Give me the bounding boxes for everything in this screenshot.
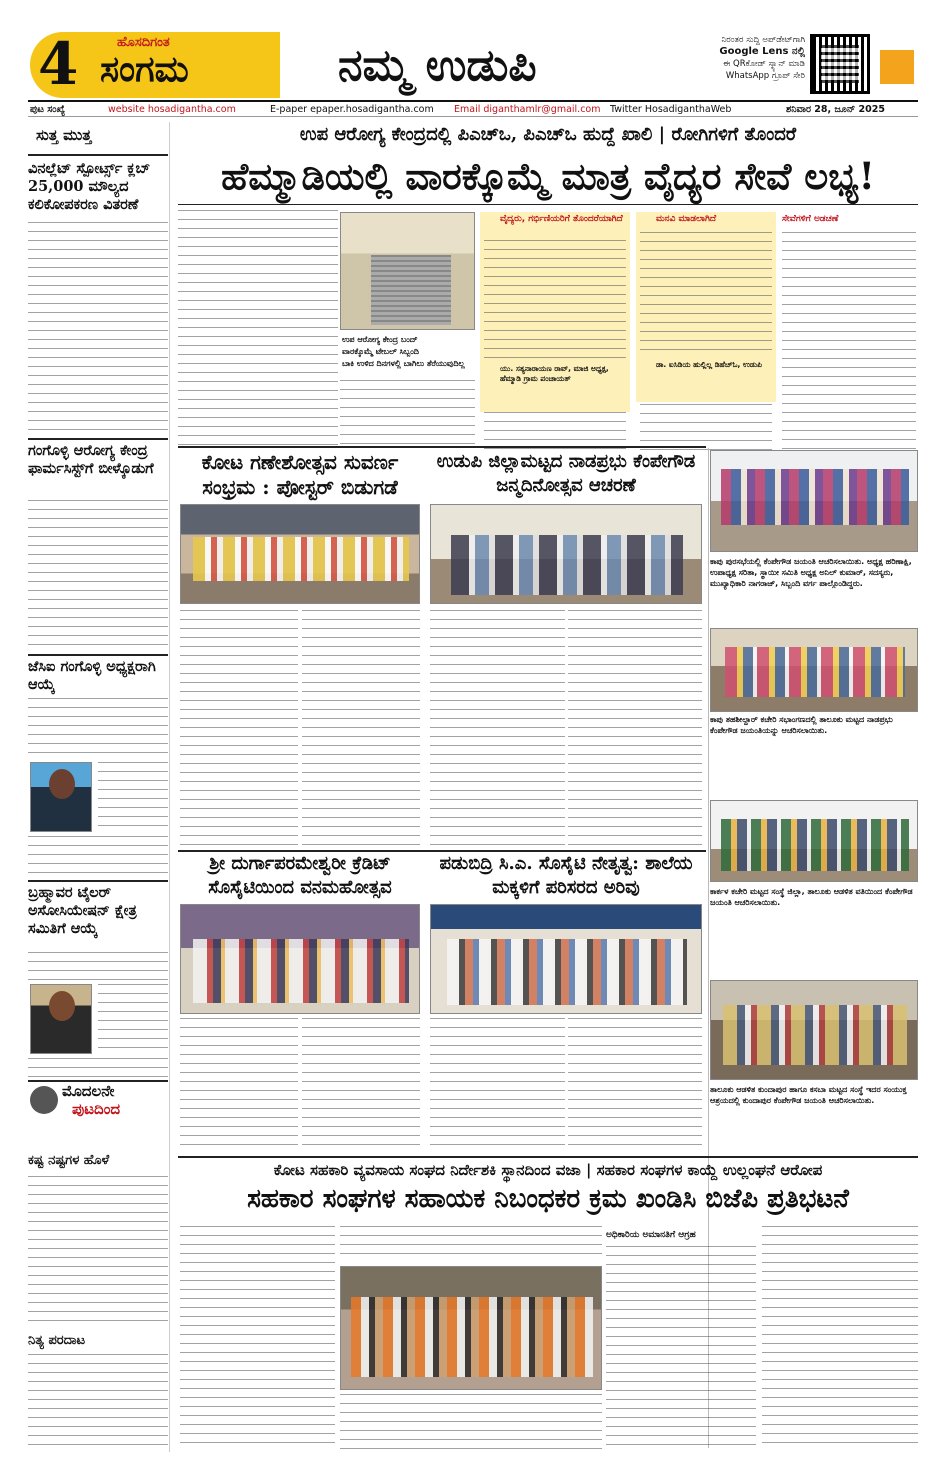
story-body xyxy=(28,1058,168,1078)
story-body xyxy=(180,1226,335,1450)
brand-small-logo: ಹೊಸದಿಗಂತ xyxy=(117,35,170,50)
info-line: WhatsApp ಗ್ರೂಪ್ ಸೇರಿ xyxy=(725,71,805,81)
page-label: ಪುಟ ಸಂಖ್ಯೆ xyxy=(30,104,66,115)
quote-signature: ಡಾ. ಐಸಿಡಿಯ ಹುಲ್ಲಿಲ್ಲ ಡಿಹೆಚ್‌ಓ, ಉಡುಪಿ xyxy=(656,360,762,369)
story-body xyxy=(340,1226,602,1262)
bullet-item: ಉಪ ಆರೋಗ್ಯ ಕೇಂದ್ರ ಬಂದ್ xyxy=(342,335,418,344)
section-title: ನಮ್ಮ ಉಡುಪಿ xyxy=(338,40,537,91)
info-line: Google Lens ನಲ್ಲಿ xyxy=(719,46,805,57)
story-body xyxy=(606,1246,756,1450)
story-body xyxy=(28,952,168,982)
sidebar-story-title: ಕಷ್ಟ ನಷ್ಟಗಳ ಹೊಳೆ xyxy=(28,1153,110,1168)
lead-body xyxy=(782,232,916,450)
story-body xyxy=(302,1018,420,1152)
info-line: ನಿರಂತರ ಸುದ್ದಿ ಅಪ್‌ಡೇಟ್‌ಗಾಗಿ xyxy=(721,35,805,45)
info-line: ಈ QRಕೋಡ್ ಸ್ಕ್ಯಾನ್ ಮಾಡಿ xyxy=(722,59,805,69)
story-body xyxy=(28,500,168,650)
quote-signature: ಯು. ಸತ್ಯನಾರಾಯಣ ರಾವ್, ಮಾಜಿ ಅಧ್ಯಕ್ಷ, ಹೆಮ್ಮಾಡಿ ಗ್ರಾಮ ಪಂಚಾಯತ್ xyxy=(500,364,609,383)
photo-caption: ಕಾಪು ತಹಶೀಲ್ದಾರ್ ಕಚೇರಿ ಸಭಾಂಗಣದಲ್ಲಿ ತಾಲೂಕು ಮಟ್ಟದ ನಾಡಪ್ರಭು ಕೆಂಪೇಗೌಡ ಜಯಂತಿಯನ್ನು ಆಚರಿಸಲಾಯಿತು. xyxy=(710,715,893,735)
divider xyxy=(178,446,706,448)
photo-caption: ಕಾರ್ಕಳ ಕಚೇರಿ ಮಟ್ಟದ ಸಂಸ್ಥೆ ಜಿಲ್ಲಾ, ತಾಲೂಕು ಆಡಳಿತ ವತಿಯಿಂದ ಕೆಂಪೇಗೌಡ ಜಯಂತಿ ಆಚರಿಸಲಾಯಿತು. xyxy=(710,887,913,907)
story-body xyxy=(340,1394,602,1450)
story-headline: ಕೋಟ ಗಣೇಶೋತ್ಸವ ಸುವರ್ಣ ಸಂಭ್ರಮ : ಪೋಸ್ಟರ್ ಬಿಡುಗಡೆ xyxy=(201,450,399,499)
story-body xyxy=(302,610,420,845)
epaper-link[interactable]: E-paper epaper.hosadigantha.com xyxy=(270,104,434,115)
event-photo xyxy=(430,904,702,1014)
story-body xyxy=(28,698,168,758)
story-body xyxy=(180,1018,298,1152)
date-label: ಶನಿವಾರ 28, ಜೂನ್ 2025 xyxy=(786,104,885,115)
qr-code-icon[interactable] xyxy=(810,34,870,94)
event-photo xyxy=(180,904,420,1014)
event-photo xyxy=(180,504,420,604)
health-centre-photo xyxy=(340,212,475,330)
sidebar-header: ಸುತ್ತ ಮುತ್ತ xyxy=(36,126,92,144)
lead-body xyxy=(484,412,626,450)
lead-body xyxy=(178,210,338,450)
info-bar xyxy=(28,100,918,117)
story-body xyxy=(180,610,298,845)
photo-caption: ಕಾಪು ಪುರಸಭೆಯಲ್ಲಿ ಕೆಂಪೇಗೌಡ ಜಯಂತಿ ಆಚರಿಸಲಾಯಿತು. ಅಧ್ಯಕ್ಷ ಹರಿಣಾಕ್ಷಿ, ಉಪಾಧ್ಯಕ್ಷ ಸರಿತಾ, ಸ್ಥಾಯೀ ಸಮಿತಿ ಅಧ್ಯಕ್ಷ ಅನಿಲ್ ಕುಮಾರ್, ಸದಸ್ಯರು, ಮುಖ್ಯಾಧಿಕಾರಿ ನಾಗರಾಜ್, ಸಿಬ್ಬಂದಿ ವರ್ಗ ಪಾಲ್ಗೊಂಡಿದ್ದರು. xyxy=(710,557,912,588)
feature-title: ಮೊದಲನೇ xyxy=(62,1082,115,1100)
quote-body xyxy=(640,232,772,356)
right-photo xyxy=(710,800,918,882)
qr-instructions xyxy=(700,34,805,82)
divider xyxy=(28,880,168,882)
story-body xyxy=(28,836,168,876)
pencil-icon xyxy=(30,1086,58,1114)
story-body xyxy=(28,222,168,432)
sidebar-story-title: ಗಂಗೊಳ್ಳಿ ಆರೋಗ್ಯ ಕೇಂದ್ರ ಫಾರ್ಮಸಿಸ್ಟ್‌ಗೆ ಬೀಳ್ಕೊಡುಗೆ xyxy=(28,442,154,477)
story-body xyxy=(98,762,168,832)
story-body xyxy=(430,610,565,845)
divider xyxy=(28,438,168,440)
lead-body xyxy=(640,404,772,450)
email-link[interactable]: Email diganthamlr@gmail.com xyxy=(454,104,601,115)
quote-title: ಮನವಿ ಮಾಡಲಾಗಿದೆ xyxy=(656,214,717,224)
story-headline: ಪಡುಬಿದ್ರಿ ಸಿ.ಎ. ಸೊಸೈಟಿ ನೇತೃತ್ವ: ಶಾಲೆಯ ಮಕ್ಕಳಿಗೆ ಪರಿಸರದ ಅರಿವು xyxy=(439,853,693,898)
brand-title: ಸಂಗಮ xyxy=(100,48,189,90)
protest-photo xyxy=(340,1266,602,1390)
sidebar-story-title: ವಿನಲ್ಲೆಟ್ ಸ್ಪೋರ್ಟ್ಸ್ ಕ್ಲಬ್ 25,000 ಮೌಲ್ಯದ ಕಲಿಕೋಪಕರಣ ವಿತರಣೆ xyxy=(28,160,151,213)
portrait-photo xyxy=(30,762,92,832)
story-body xyxy=(98,984,168,1054)
photo-caption: ತಾಲೂಕು ಆಡಳಿತ ಕುಂದಾಪುರ ಹಾಗೂ ಕಸಬಾ ಮಟ್ಟದ ಸಂಸ್ಥೆ ಇದರ ಸಂಯುಕ್ತ ಆಶ್ರಯದಲ್ಲಿ ಕುಂದಾಪುರ ಕೆಂಪೇಗೌಡ ಜಯಂತಿ ಆಚರಿಸಲಾಯಿತು. xyxy=(710,1085,907,1105)
story-headline: ಉಡುಪಿ ಜಿಲ್ಲಾಮಟ್ಟದ ನಾಡಪ್ರಭು ಕೆಂಪೇಗೌಡ ಜನ್ಮದಿನೋತ್ಸವ ಆಚರಣೆ xyxy=(436,451,696,496)
divider xyxy=(178,1156,918,1158)
divider xyxy=(28,154,168,156)
sidebar-story-title: ನಿತ್ಯ ಪರದಾಟ xyxy=(28,1333,86,1348)
right-photo xyxy=(710,980,918,1080)
story-body xyxy=(28,1354,168,1449)
right-photo xyxy=(710,628,918,712)
right-photo xyxy=(710,450,918,552)
lead-headline: ಹೆಮ್ಮಾಡಿಯಲ್ಲಿ ವಾರಕ್ಕೊಮ್ಮೆ ಮಾತ್ರ ವೈದ್ಯರ ಸೇವೆ ಲಭ್ಯ! xyxy=(221,154,875,198)
story-body xyxy=(568,610,702,845)
story-headline: ಶ್ರೀ ದುರ್ಗಾಪರಮೇಶ್ವರೀ ಕ್ರೆಡಿಟ್ ಸೊಸೈಟಿಯಿಂದ ವನಮಹೋತ್ಸವ xyxy=(208,853,392,898)
accent-square xyxy=(880,50,914,84)
event-photo xyxy=(430,504,702,604)
story-body xyxy=(28,1176,168,1326)
divider xyxy=(28,654,168,656)
sidebar xyxy=(28,122,170,1452)
website-link[interactable]: website hosadigantha.com xyxy=(108,104,236,115)
bottom-kicker: ಕೋಟ ಸಹಕಾರಿ ವ್ಯವಸಾಯ ಸಂಘದ ನಿರ್ದೇಶಕಿ ಸ್ಥಾನದಿಂದ ವಜಾ | ಸಹಕಾರ ಸಂಘಗಳ ಕಾಯ್ದೆ ಉಲ್ಲಂಘನೆ ಆರೋಪ xyxy=(273,1161,823,1179)
lead-body xyxy=(340,380,475,450)
sidebar-story-title: ಜೆಸಿಐ ಗಂಗೊಳ್ಳಿ ಅಧ್ಯಕ್ಷರಾಗಿ ಆಯ್ಕೆ xyxy=(28,658,156,693)
quote-body xyxy=(484,240,626,360)
sidebar-story-title: ಬ್ರಹ್ಮಾವರ ಟೈಲರ್ ಅಸೋಸಿಯೇಷನ್ ಕ್ಷೇತ್ರ ಸಮಿತಿಗೆ ಆಯ್ಕೆ xyxy=(28,884,137,937)
bullet-item: ಬಾಕಿ ಉಳಿದ ದಿನಗಳಲ್ಲಿ ಬಾಗಿಲು ತೆರೆಯುವುದಿಲ್ಲ xyxy=(342,359,465,368)
lead-kicker: ಉಪ ಆರೋಗ್ಯ ಕೇಂದ್ರದಲ್ಲಿ ಪಿಎಚ್‌ಒ, ಪಿಎಚ್‌ಒ ಹುದ್ದೆ ಖಾಲಿ | ರೋಗಿಗಳಿಗೆ ತೊಂದರೆ xyxy=(299,124,797,145)
quote-title: ವೈದ್ಯರು, ಗರ್ಭಿಣಿಯರಿಗೆ ತೊಂದರೆಯಾಗಿದೆ xyxy=(500,214,623,224)
bottom-subhead: ಅಧಿಕಾರಿಯ ಅಮಾನತಿಗೆ ಆಗ್ರಹ xyxy=(606,1230,696,1240)
portrait-photo xyxy=(30,984,92,1054)
story-body xyxy=(568,1018,702,1152)
story-body xyxy=(762,1226,918,1450)
page-number: 4 xyxy=(38,30,79,98)
feature-title-accent: ಪುಟದಿಂದ xyxy=(72,1100,121,1118)
divider xyxy=(178,204,918,205)
quote-title: ಸೇವೆಗಳಿಗೆ ಅಡಚಣೆ xyxy=(782,214,839,224)
lead-bullets xyxy=(342,334,476,370)
twitter-link[interactable]: Twitter HosadiganthaWeb xyxy=(610,104,732,115)
story-body xyxy=(430,1018,565,1152)
bottom-headline: ಸಹಕಾರ ಸಂಘಗಳ ಸಹಾಯಕ ನಿಬಂಧಕರ ಕ್ರಮ ಖಂಡಿಸಿ ಬಿಜೆಪಿ ಪ್ರತಿಭಟನೆ xyxy=(247,1184,849,1214)
bullet-item: ವಾರಕ್ಕೊಮ್ಮೆ ಟೇಬಲ್ ಸಿಬ್ಬಂದಿ xyxy=(342,347,419,356)
